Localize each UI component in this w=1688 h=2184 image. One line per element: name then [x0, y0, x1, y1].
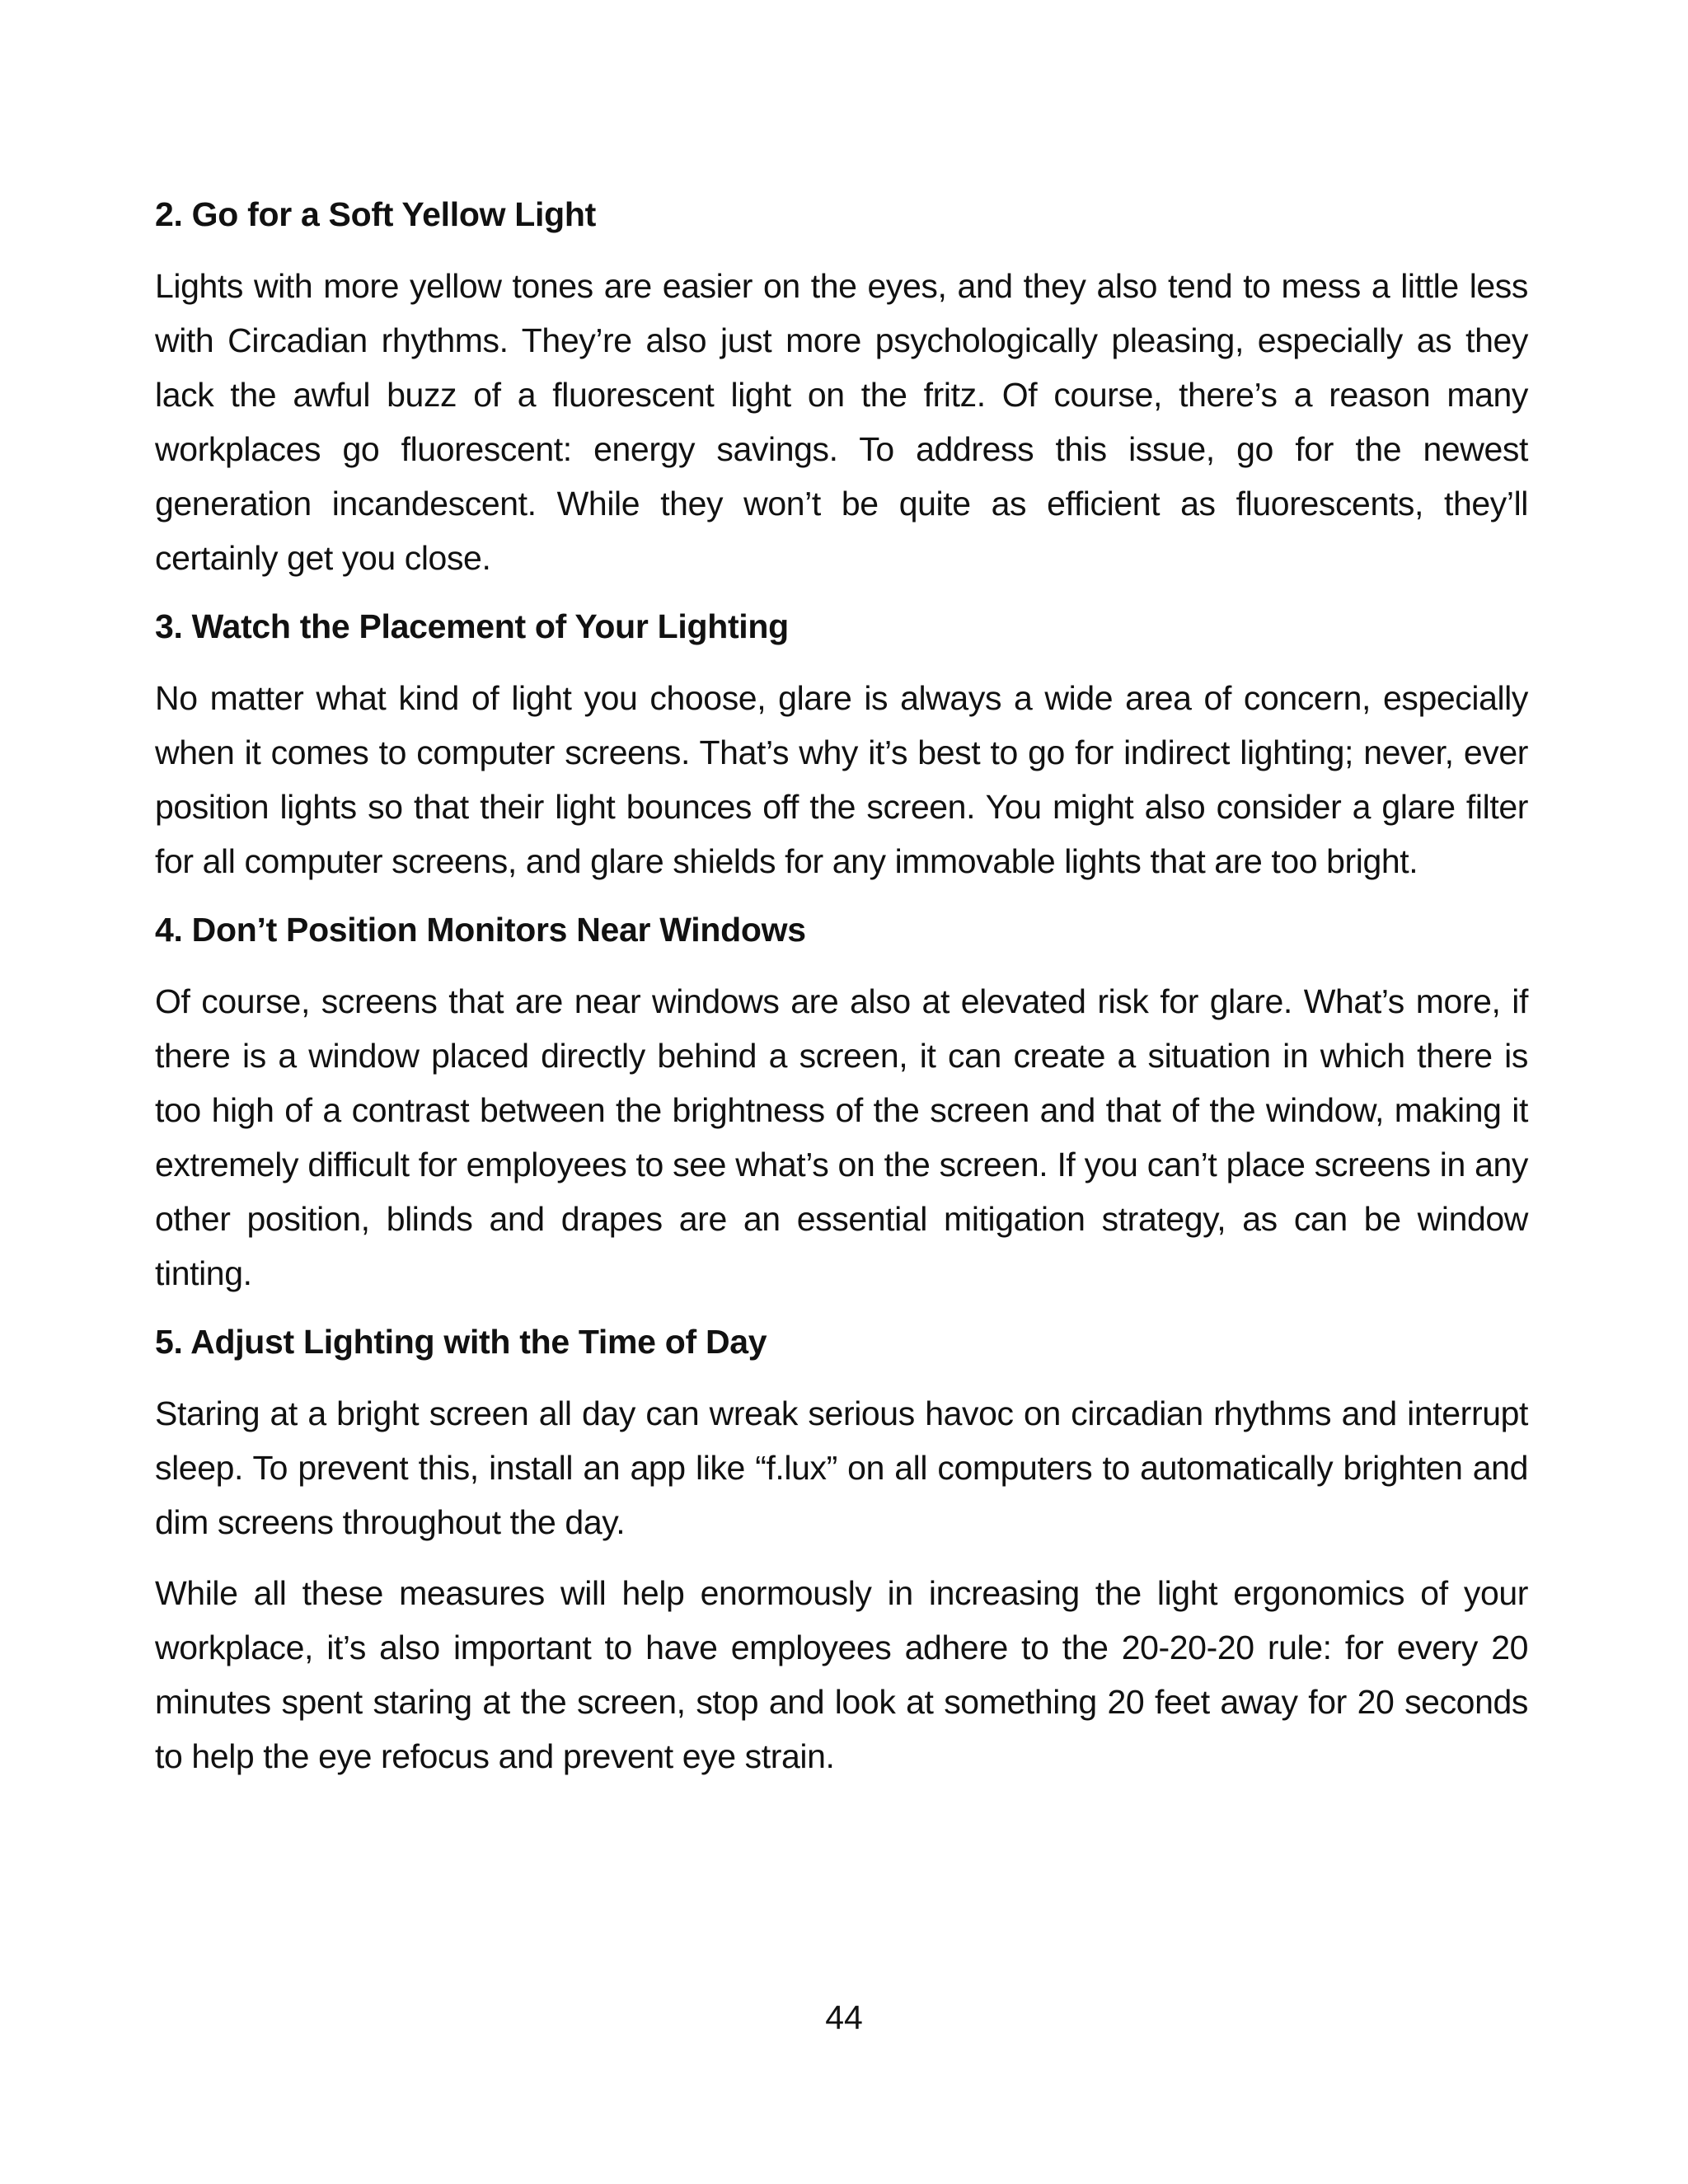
section-heading: 4. Don’t Position Monitors Near Windows — [155, 911, 806, 949]
section-heading: 2. Go for a Soft Yellow Light — [155, 195, 596, 233]
section-paragraph: Staring at a bright screen all day can wreak serious havoc on circadian rhythms and interrupt sleep. To prevent this, install an app like “f.lux” on all computers to automatically brighten and dim screens throughout the day. — [155, 1394, 1528, 1541]
section-soft-yellow-light — [155, 190, 1528, 585]
section-time-of-day — [155, 1317, 1528, 1783]
section-paragraph: While all these measures will help enormously in increasing the light ergonomics of your workplace, it’s also important to have employees adhere to the 20-20-20 rule: for every 20 minutes spent staring at the screen, stop and look at something 20 feet away for 20 seconds to help the eye refocus and prevent eye strain. — [155, 1574, 1528, 1775]
section-lighting-placement — [155, 602, 1528, 888]
section-monitors-windows — [155, 905, 1528, 1301]
section-paragraph: Lights with more yellow tones are easier on the eyes, and they also tend to mess a little less with Circadian rhythms. They’re also just more psychologically pleasing, especially as they lack the awful buzz of a fluorescent light on the fritz. Of course, there’s a reason many workplaces go fluorescent: energy savings. To address this issue, go for the newest generation incandescent. While they won’t be quite as efficient as fluorescents, they’ll certainly get you close. — [155, 267, 1528, 577]
section-paragraph: Of course, screens that are near windows are also at elevated risk for glare. What’s more, if there is a window placed directly behind a screen, it can create a situation in which there is too high of a contrast between the brightness of the screen and that of the window, making it extremely difficult for employees to see what’s on the screen. If you can’t place screens in any other position, blinds and drapes are an essential mitigation strategy, as can be window tinting. — [155, 982, 1528, 1292]
section-paragraph: No matter what kind of light you choose, glare is always a wide area of concern, especially when it comes to computer screens. That’s why it’s best to go for indirect lighting; never, ever position lights so that their light bounces off the screen. You might also consider a glare filter for all computer screens, and glare shields for any immovable lights that are too bright. — [155, 679, 1528, 880]
section-heading: 3. Watch the Placement of Your Lighting — [155, 607, 789, 645]
page-number: 44 — [825, 1999, 863, 2036]
section-heading: 5. Adjust Lighting with the Time of Day — [155, 1323, 767, 1361]
page-body — [155, 190, 1528, 1800]
